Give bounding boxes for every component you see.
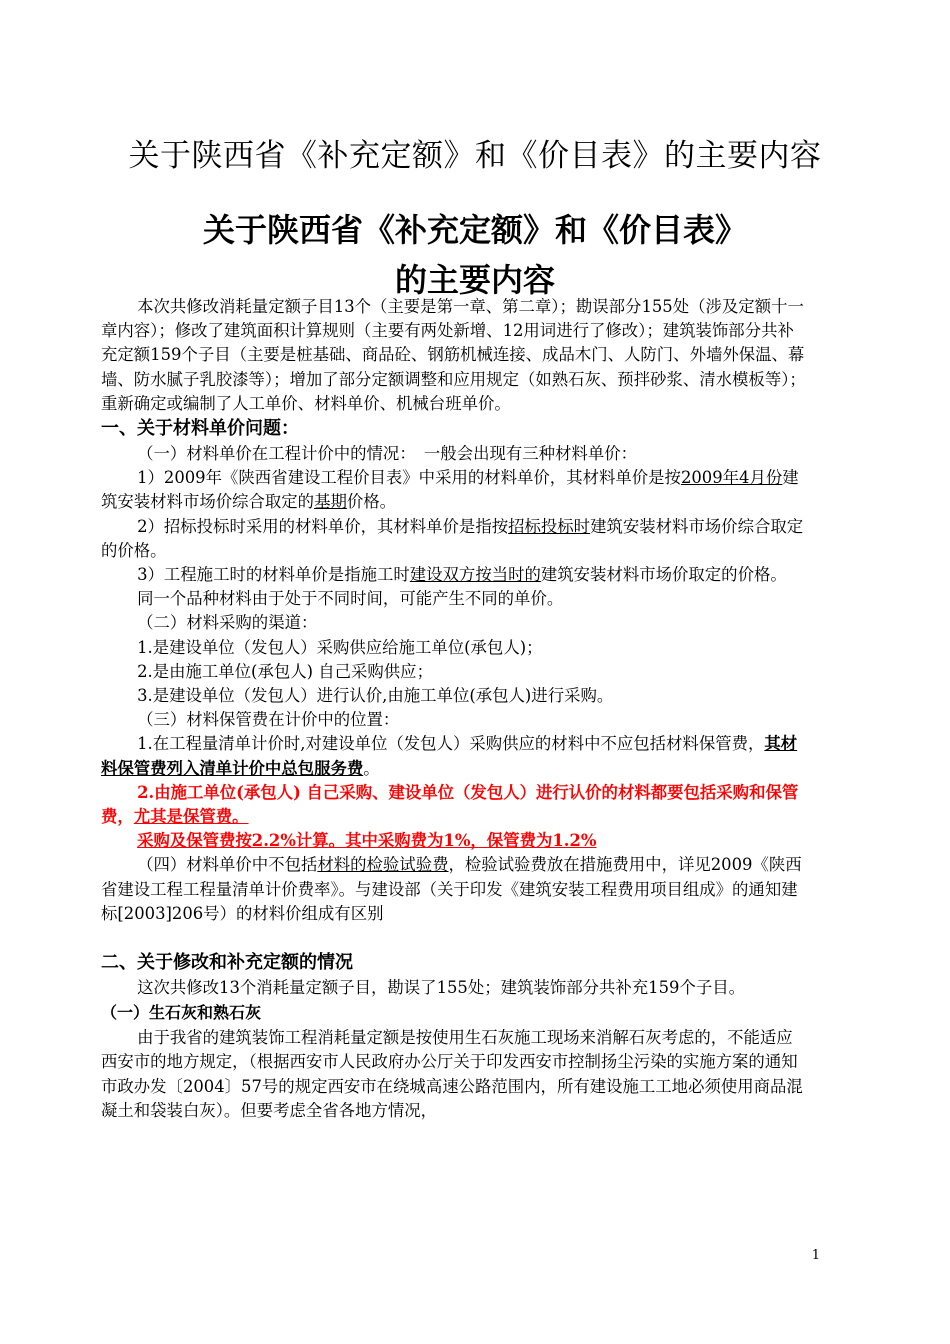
- header-title: 关于陕西省《补充定额》和《价目表》的主要内容: [128, 138, 822, 174]
- price-note: 同一个品种材料由于处于不同时间，可能产生不同的单价。: [137, 589, 564, 609]
- channel-item-2: 2.是由施工单位(承包人) 自己采购供应；: [137, 661, 433, 681]
- section-2-paragraph: 这次共修改13个消耗量定额子目，勘误了155处；建筑装饰部分共补充159个子目。: [137, 978, 746, 998]
- spacer: [101, 926, 809, 950]
- storage-item-2: 2.由施工单位(承包人) 自己采购、建设单位（发包人）进行认价的材料都要包括采购和保管费，尤其是保管费。: [101, 782, 799, 827]
- document-body: [101, 295, 809, 1123]
- subsection-4-paragraph: （四）材料单价中不包括材料的检验试验费，检验试验费放在措施费用中，详见2009《陕西省建设工程工程量清单计价费率》。与建设部（关于印发《建筑安装工程费用项目组成》的通知建标[2003]206号）的材料价组成有区别: [101, 855, 802, 923]
- subsection-2-heading: （二）材料采购的渠道：: [137, 613, 318, 633]
- price-item-3: 3）工程施工时的材料单价是指施工时建设双方按当时的建筑安装材料市场价取定的价格。: [137, 565, 787, 585]
- section-1-heading: 一、关于材料单价问题：: [101, 418, 299, 440]
- title-line-2: 的主要内容: [394, 261, 555, 299]
- title-line-1: 关于陕西省《补充定额》和《价目表》: [202, 211, 747, 249]
- storage-rate-note: 采购及保管费按2.2%计算。其中采购费为1%，保管费为1.2%: [137, 831, 597, 851]
- price-item-2: 2）招标投标时采用的材料单价，其材料单价是指按招标投标时建筑安装材料市场价综合取定的价格。: [101, 516, 804, 560]
- price-item-1: 1）2009年《陕西省建设工程价目表》中采用的材料单价，其材料单价是按2009年4月份建筑安装材料市场价综合取定的基期价格。: [101, 468, 799, 512]
- intro-paragraph: 本次共修改消耗量定额子目13个（主要是第一章、第二章）；勘误部分155处（涉及定额十一章内容）；修改了建筑面积计算规则（主要有两处新增、12用词进行了修改）；建筑装饰部分共补充定额159个子目（主要是桩基础、商品砼、钢筋机械连接、成品木门、人防门、外墙外保温、幕墙、防水腻子乳胶漆等）；增加了部分定额调整和应用规定（如熟石灰、预拌砂浆、清水模板等）；重新确定或编制了人工单价、材料单价、机械台班单价。: [101, 297, 806, 413]
- channel-item-1: 1.是建设单位（发包人）采购供应给施工单位(承包人)；: [137, 637, 543, 657]
- lime-subheading: （一）生石灰和熟石灰: [101, 1003, 262, 1023]
- subsection-3-heading: （三）材料保管费在计价中的位置：: [137, 710, 400, 730]
- document-title: [0, 205, 950, 305]
- channel-item-3: 3.是建设单位（发包人）进行认价,由施工单位(承包人)进行采购。: [137, 686, 614, 706]
- subsection-1-heading: （一）材料单价在工程计价中的情况： 一般会出现有三种材料单价：: [137, 444, 637, 464]
- storage-item-1: 1.在工程量清单计价时,对建设单位（发包人）采购供应的材料中不应包括材料保管费，其材料保管费列入清单计价中总包服务费。: [101, 734, 798, 778]
- page-number: 1: [811, 1248, 820, 1263]
- section-2-heading: 二、关于修改和补充定额的情况: [101, 952, 353, 974]
- lime-paragraph: 由于我省的建筑装饰工程消耗量定额是按使用生石灰施工现场来消解石灰考虑的，不能适应西安市的地方规定，（根据西安市人民政府办公厅关于印发西安市控制扬尘污染的实施方案的通知市政办发〔2004〕57号的规定西安市在绕城高速公路范围内，所有建设施工工地必须使用商品混凝土和袋装白灰）。但要考虑全省各地方情况，: [101, 1028, 803, 1120]
